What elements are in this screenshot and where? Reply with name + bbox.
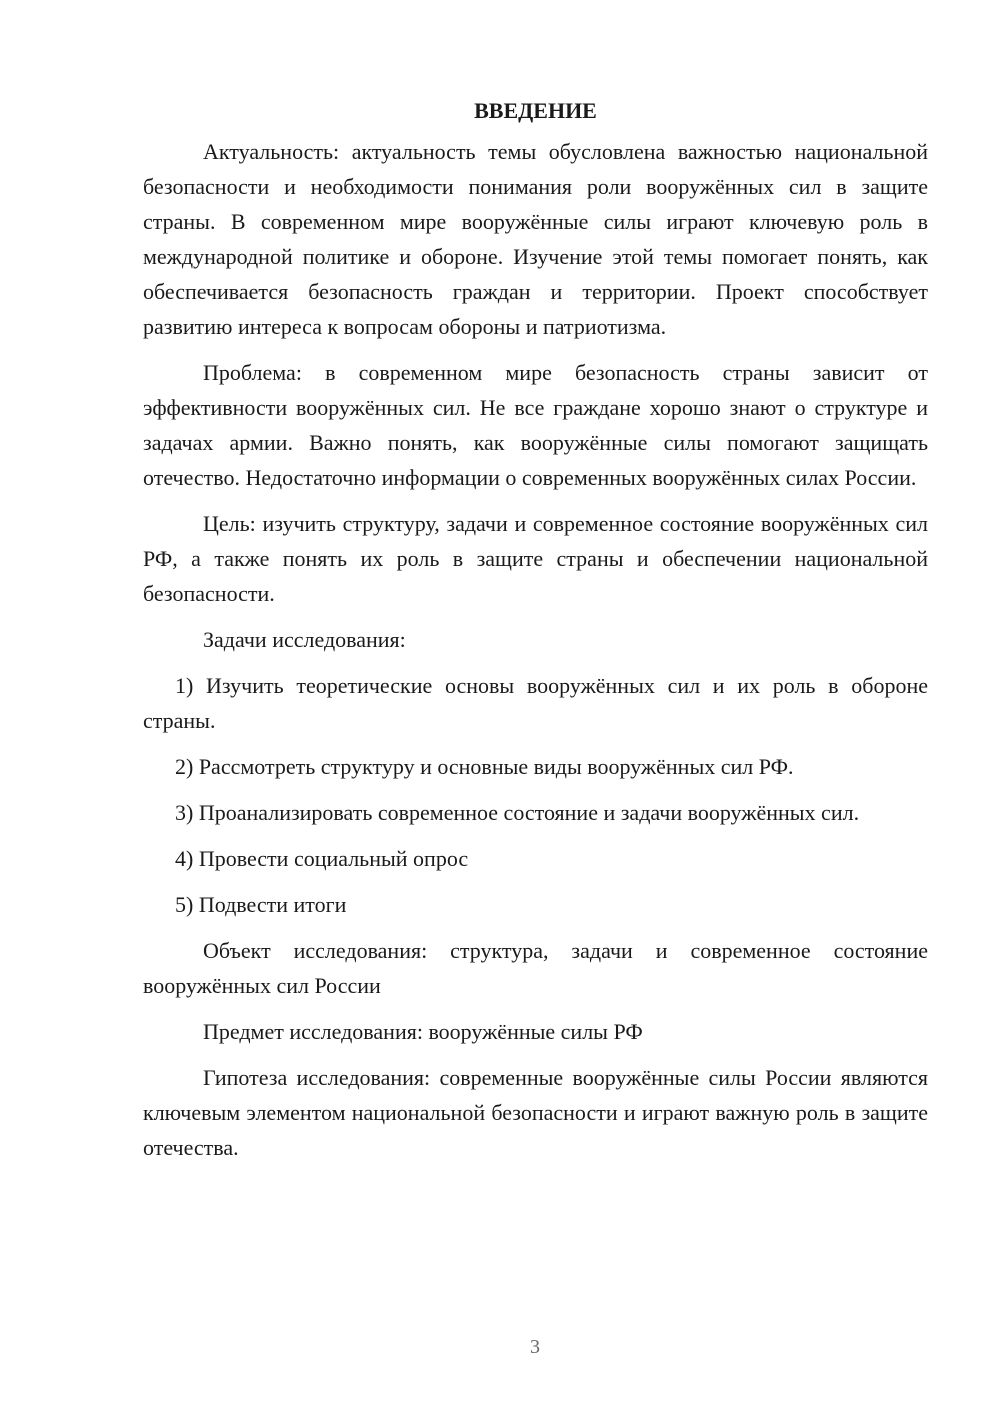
task-item-3: 3) Проанализировать современное состояние и задачи вооружённых сил. (175, 800, 860, 825)
page-content (143, 96, 928, 1176)
object-paragraph: Объект исследования: структура, задачи и современное состояние вооружённых сил России (143, 938, 928, 998)
task-item-1: 1) Изучить теоретические основы вооружённых сил и их роль в обороне страны. (143, 673, 928, 733)
problem-paragraph: Проблема: в современном мире безопасность страны зависит от эффективности вооружённых сил. Не все граждане хорошо знают о структуре и задачах армии. Важно понять, как вооружённые силы помогают защищать отечество. Недостаточно информации о современных вооружённых силах России. (143, 360, 928, 490)
task-item-4: 4) Провести социальный опрос (175, 846, 469, 871)
goal-paragraph: Цель: изучить структуру, задачи и современное состояние вооружённых сил РФ, а также понять их роль в защите страны и обеспечении национальной безопасности. (143, 511, 928, 606)
subject-paragraph: Предмет исследования: вооружённые силы РФ (203, 1019, 643, 1044)
hypothesis-paragraph: Гипотеза исследования: современные вооружённые силы России являются ключевым элементом национальной безопасности и играют важную роль в защите отечества. (143, 1065, 928, 1160)
task-item-2: 2) Рассмотреть структуру и основные виды вооружённых сил РФ. (175, 754, 794, 779)
page-title: ВВЕДЕНИЕ (474, 98, 597, 123)
task-item-5: 5) Подвести итоги (175, 892, 347, 917)
page-number: 3 (530, 1336, 540, 1358)
relevance-paragraph: Актуальность: актуальность темы обусловлена важностью национальной безопасности и необходимости понимания роли вооружённых сил в защите страны. В современном мире вооружённые силы играют ключевую роль в международной политике и обороне. Изучение этой темы помогает понять, как обеспечивается безопасность граждан и территории. Проект способствует развитию интереса к вопросам обороны и патриотизма. (143, 139, 928, 339)
tasks-heading: Задачи исследования: (203, 627, 406, 652)
